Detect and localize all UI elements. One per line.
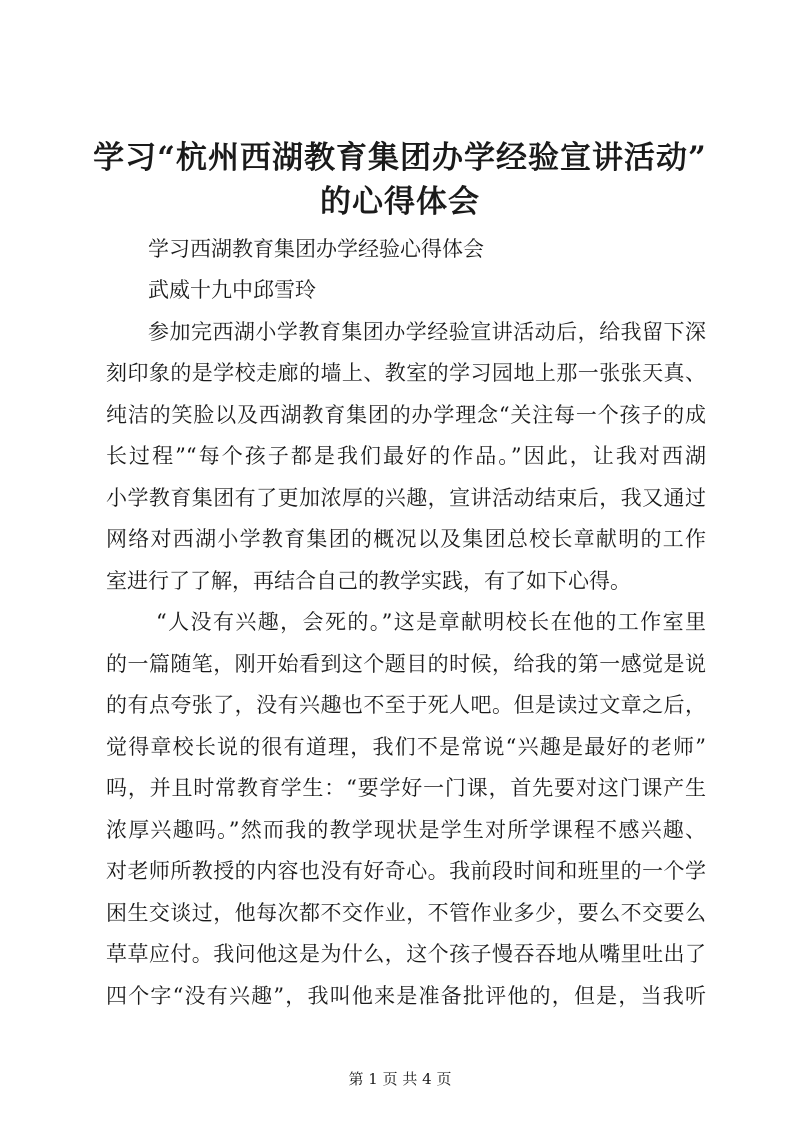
- paragraph-line: “人没有兴趣，会死的。”这是章献明校长在他的工作室里: [156, 610, 706, 634]
- paragraph-line: 的有点夸张了，没有兴趣也不至于死人吧。但是读过文章之后，: [106, 693, 706, 717]
- subtitle: 学习西湖教育集团办学经验心得体会: [148, 237, 484, 261]
- paragraph-line: 纯洁的笑脸以及西湖教育集团的办学理念“关注每一个孩子的成: [106, 403, 706, 427]
- paragraph-line: 刻印象的是学校走廊的墙上、教室的学习园地上那一张张天真、: [106, 361, 706, 385]
- paragraph-line: 长过程”“每个孩子都是我们最好的作品。”因此，让我对西湖: [106, 444, 706, 468]
- title-line-2: 的心得体会: [320, 184, 480, 220]
- paragraph-line: 参加完西湖小学教育集团办学经验宣讲活动后，给我留下深: [148, 320, 706, 344]
- title-line-1: 学习“杭州西湖教育集团办学经验宣讲活动”: [93, 140, 707, 176]
- paragraph-line: 的一篇随笔，刚开始看到这个题目的时候，给我的第一感觉是说: [106, 652, 706, 676]
- paragraph-line: 吗，并且时常教育学生：“要学好一门课，首先要对这门课产生: [106, 776, 706, 800]
- paragraph-line: 困生交谈过，他每次都不交作业，不管作业多少，要么不交要么: [106, 901, 706, 925]
- paragraph-line: 对老师所教授的内容也没有好奇心。我前段时间和班里的一个学: [106, 859, 706, 883]
- paragraph-line: 四个字“没有兴趣”，我叫他来是准备批评他的，但是，当我听: [106, 984, 706, 1008]
- paragraph-line: 觉得章校长说的很有道理，我们不是常说“兴趣是最好的老师”: [106, 735, 706, 759]
- page-number: 第 1 页 共 4 页: [348, 1070, 452, 1088]
- paragraph-line: 室进行了了解，再结合自己的教学实践，有了如下心得。: [106, 569, 631, 593]
- paragraph-line: 网络对西湖小学教育集团的概况以及集团总校长章献明的工作: [106, 527, 706, 551]
- paragraph-line: 小学教育集团有了更加浓厚的兴趣，宣讲活动结束后，我又通过: [106, 486, 706, 510]
- author: 武威十九中邱雪玲: [148, 278, 316, 302]
- paragraph-line: 浓厚兴趣吗。”然而我的教学现状是学生对所学课程不感兴趣、: [106, 818, 706, 842]
- paragraph-line: 草草应付。我问他这是为什么，这个孩子慢吞吞地从嘴里吐出了: [106, 942, 706, 966]
